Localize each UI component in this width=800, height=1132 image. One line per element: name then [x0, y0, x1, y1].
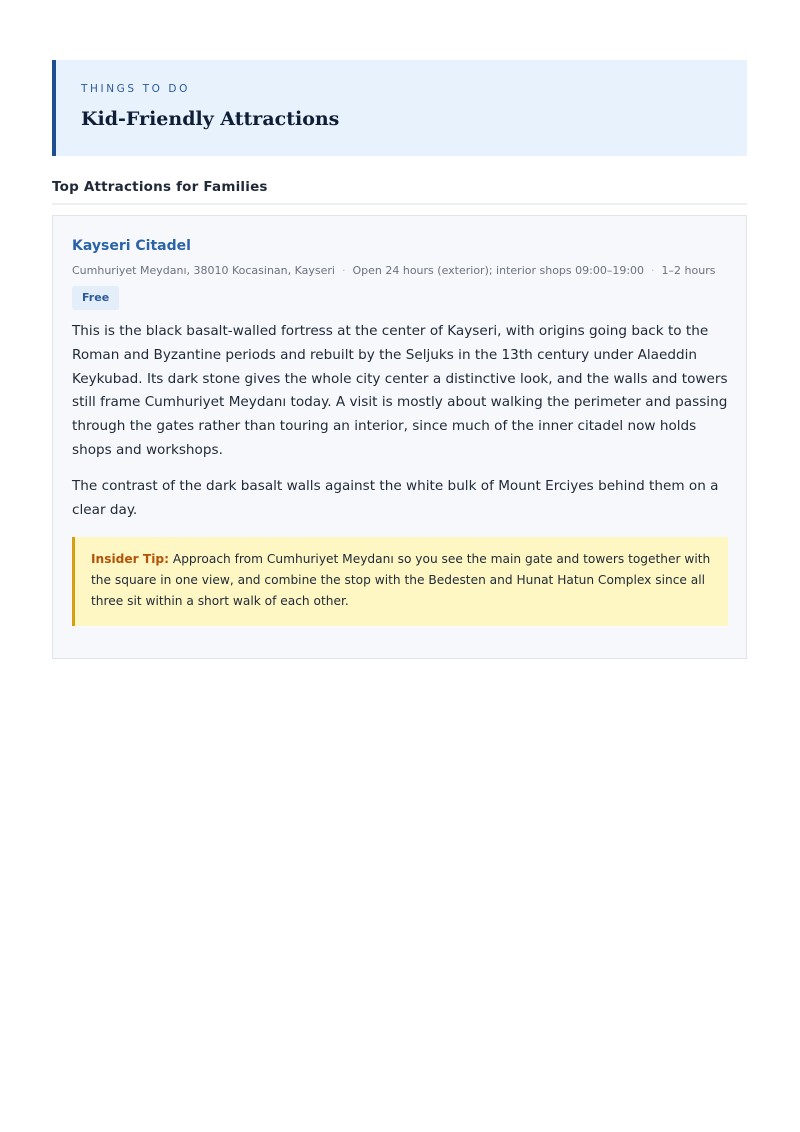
page-title: Kid-Friendly Attractions — [81, 108, 340, 130]
tip-text: Approach from Cumhuriyet Meydanı so you see the main gate and towers together with the square in one view, and combine the stop with the Bedesten and Hunat Hatun Complex since all three sit within a short walk of each other. — [91, 552, 711, 609]
header-eyebrow: THINGS TO DO — [81, 83, 190, 95]
insider-tip — [72, 537, 728, 626]
description-paragraph: This is the black basalt-walled fortress at the center of Kayseri, with origins going back to the Roman and Byzantine periods and rebuilt by the Seljuks in the 13th century under Alaeddin Keykubad. Its dark stone gives the whole city center a distinctive look, and the walls and towers still frame Cumhuriyet Meydanı today. A visit is mostly about walking the perimeter and passing through the gates rather than touring an interior, since much of the inner citadel now holds shops and workshops. — [72, 323, 728, 458]
meta-separator: · — [651, 264, 655, 277]
tip-label: Insider Tip: — [91, 552, 169, 567]
description-paragraph: The contrast of the dark basalt walls against the white bulk of Mount Erciyes behind them on a clear day. — [72, 477, 719, 518]
attraction-name-link[interactable]: Kayseri Citadel — [72, 238, 191, 254]
page-header — [52, 60, 747, 156]
price-badge: Free — [72, 286, 119, 310]
section-title: Top Attractions for Families — [52, 179, 747, 205]
meta-separator: · — [341, 264, 346, 277]
attraction-address: Cumhuriyet Meydanı, 38010 Kocasinan, Kayseri — [72, 264, 335, 277]
attraction-hours: Open 24 hours (exterior); interior shops 09:00–19:00 — [352, 264, 645, 277]
page — [52, 60, 747, 659]
attraction-meta — [72, 264, 728, 278]
attraction-duration: 1–2 hours — [661, 264, 716, 277]
attraction-card — [52, 215, 747, 659]
